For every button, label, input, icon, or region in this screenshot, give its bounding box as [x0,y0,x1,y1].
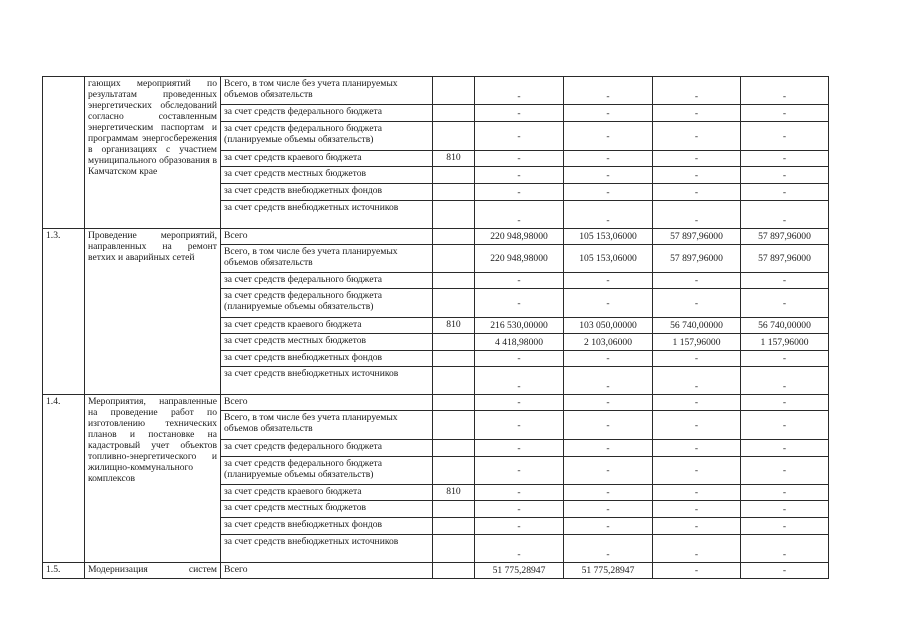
amount-year-1: - [564,289,653,318]
amount-total: - [475,273,564,289]
budget-code [433,167,475,184]
budget-code: 810 [433,318,475,334]
amount-total: - [475,151,564,167]
table-row [43,395,829,411]
amount-year-2: - [653,77,741,105]
amount-total: 220 948,98000 [475,245,564,273]
budget-code [433,411,475,440]
budget-code [433,273,475,289]
amount-total: - [475,201,564,229]
amount-year-3: - [741,122,829,151]
amount-year-1: - [564,485,653,501]
budget-code [433,334,475,351]
funding-source: за счет средств внебюджетных источников [221,201,433,229]
funding-source: за счет средств внебюджетных фондов [221,351,433,367]
item-number [43,77,85,229]
amount-year-2: - [653,518,741,535]
funding-source: за счет средств краевого бюджета [221,151,433,167]
amount-year-3: - [741,518,829,535]
amount-year-3: - [741,351,829,367]
amount-year-2: - [653,184,741,201]
amount-year-1: - [564,518,653,535]
amount-year-1: - [564,122,653,151]
amount-year-2: 56 740,00000 [653,318,741,334]
amount-year-2: - [653,411,741,440]
amount-year-2: - [653,395,741,411]
amount-year-1: - [564,501,653,518]
amount-year-2: - [653,151,741,167]
amount-year-1: 103 050,00000 [564,318,653,334]
item-number: 1.4. [43,395,85,563]
amount-total: 216 530,00000 [475,318,564,334]
amount-year-2: - [653,351,741,367]
funding-source: Всего, в том числе без учета планируемых объемов обязательств [221,411,433,440]
amount-year-3: - [741,273,829,289]
item-description: Проведение мероприятий, направленных на ремонт ветхих и аварийных сетей [85,229,221,395]
funding-source: Всего, в том числе без учета планируемых объемов обязательств [221,245,433,273]
amount-year-1: - [564,105,653,122]
amount-year-3: - [741,77,829,105]
amount-year-2: - [653,563,741,579]
amount-year-3: - [741,151,829,167]
budget-code [433,535,475,563]
amount-year-1: - [564,395,653,411]
amount-year-2: - [653,457,741,485]
amount-year-2: - [653,122,741,151]
amount-year-2: 1 157,96000 [653,334,741,351]
amount-year-3: 57 897,96000 [741,229,829,245]
budget-code: 810 [433,151,475,167]
budget-code [433,229,475,245]
funding-source: за счет средств федерального бюджета (планируемые объемы обязательств) [221,122,433,151]
amount-year-1: 105 153,06000 [564,245,653,273]
amount-year-1: - [564,351,653,367]
budget-code [433,563,475,579]
item-description: Мероприятия, направленные на проведение работ по изготовлению технических планов и постановке на кадастровый учет объектов топливно-энергетического и жилищно-коммунального комплексов [85,395,221,563]
amount-year-3: - [741,184,829,201]
funding-source: Всего [221,229,433,245]
amount-year-3: - [741,501,829,518]
funding-source: за счет средств краевого бюджета [221,485,433,501]
budget-code [433,245,475,273]
amount-total: - [475,518,564,535]
amount-year-2: - [653,201,741,229]
budget-code [433,457,475,485]
amount-year-2: - [653,289,741,318]
amount-year-3: 56 740,00000 [741,318,829,334]
budget-code [433,201,475,229]
amount-year-2: - [653,273,741,289]
funding-source: за счет средств внебюджетных фондов [221,184,433,201]
amount-year-1: - [564,184,653,201]
item-number: 1.5. [43,563,85,579]
amount-year-1: 2 103,06000 [564,334,653,351]
amount-total: - [475,105,564,122]
funding-source: за счет средств федерального бюджета (планируемые объемы обязательств) [221,289,433,318]
amount-year-2: - [653,485,741,501]
amount-year-1: 105 153,06000 [564,229,653,245]
budget-code [433,77,475,105]
funding-source: за счет средств внебюджетных фондов [221,518,433,535]
amount-year-2: - [653,501,741,518]
funding-source: за счет средств местных бюджетов [221,334,433,351]
budget-code [433,122,475,151]
amount-total: - [475,184,564,201]
amount-total: 220 948,98000 [475,229,564,245]
funding-source: за счет средств внебюджетных источников [221,367,433,395]
amount-year-1: - [564,411,653,440]
amount-total: - [475,367,564,395]
amount-year-3: 57 897,96000 [741,245,829,273]
amount-total: 51 775,28947 [475,563,564,579]
amount-total: - [475,289,564,318]
amount-year-3: - [741,201,829,229]
funding-source: за счет средств краевого бюджета [221,318,433,334]
amount-year-1: - [564,367,653,395]
amount-total: 4 418,98000 [475,334,564,351]
funding-source: Всего [221,395,433,411]
amount-year-1: - [564,201,653,229]
funding-source: за счет средств федерального бюджета [221,273,433,289]
budget-code [433,351,475,367]
amount-year-3: - [741,289,829,318]
budget-code [433,501,475,518]
budget-code [433,367,475,395]
amount-total: - [475,485,564,501]
amount-total: - [475,122,564,151]
amount-year-2: - [653,105,741,122]
amount-total: - [475,440,564,457]
amount-total: - [475,501,564,518]
amount-year-3: - [741,167,829,184]
budget-code [433,395,475,411]
amount-total: - [475,77,564,105]
table-row [43,77,829,105]
amount-year-2: - [653,167,741,184]
budget-code [433,440,475,457]
funding-source: за счет средств федерального бюджета [221,440,433,457]
amount-year-3: - [741,105,829,122]
amount-total: - [475,457,564,485]
funding-source: за счет средств внебюджетных источников [221,535,433,563]
amount-year-3: - [741,395,829,411]
amount-total: - [475,411,564,440]
budget-code [433,184,475,201]
table-row [43,229,829,245]
amount-year-3: - [741,457,829,485]
item-description: Модернизация систем [85,563,221,579]
amount-year-1: 51 775,28947 [564,563,653,579]
amount-total: - [475,535,564,563]
funding-source: за счет средств местных бюджетов [221,167,433,184]
amount-year-2: 57 897,96000 [653,229,741,245]
amount-year-1: - [564,457,653,485]
amount-year-3: - [741,563,829,579]
item-number: 1.3. [43,229,85,395]
item-description: гающих мероприятий по результатам проведенных энергетических обследований согласно составленным энергетическим паспортам и программам энергосбережения в организациях с участием муниципального образования в Камчатском крае [85,77,221,229]
amount-year-2: - [653,535,741,563]
amount-year-3: - [741,535,829,563]
amount-year-1: - [564,273,653,289]
amount-year-1: - [564,167,653,184]
funding-source: Всего [221,563,433,579]
amount-year-3: - [741,485,829,501]
amount-year-1: - [564,151,653,167]
budget-code [433,289,475,318]
amount-year-3: - [741,367,829,395]
funding-source: Всего, в том числе без учета планируемых объемов обязательств [221,77,433,105]
budget-code [433,518,475,535]
funding-source: за счет средств местных бюджетов [221,501,433,518]
amount-total: - [475,351,564,367]
amount-year-2: 57 897,96000 [653,245,741,273]
amount-total: - [475,167,564,184]
amount-year-3: - [741,411,829,440]
amount-year-2: - [653,367,741,395]
funding-source: за счет средств федерального бюджета (планируемые объемы обязательств) [221,457,433,485]
amount-year-1: - [564,535,653,563]
budget-code: 810 [433,485,475,501]
amount-year-3: - [741,440,829,457]
amount-total: - [475,395,564,411]
amount-year-3: 1 157,96000 [741,334,829,351]
funding-source: за счет средств федерального бюджета [221,105,433,122]
amount-year-1: - [564,440,653,457]
table-row [43,563,829,579]
amount-year-1: - [564,77,653,105]
amount-year-2: - [653,440,741,457]
budget-table [42,76,829,579]
budget-code [433,105,475,122]
